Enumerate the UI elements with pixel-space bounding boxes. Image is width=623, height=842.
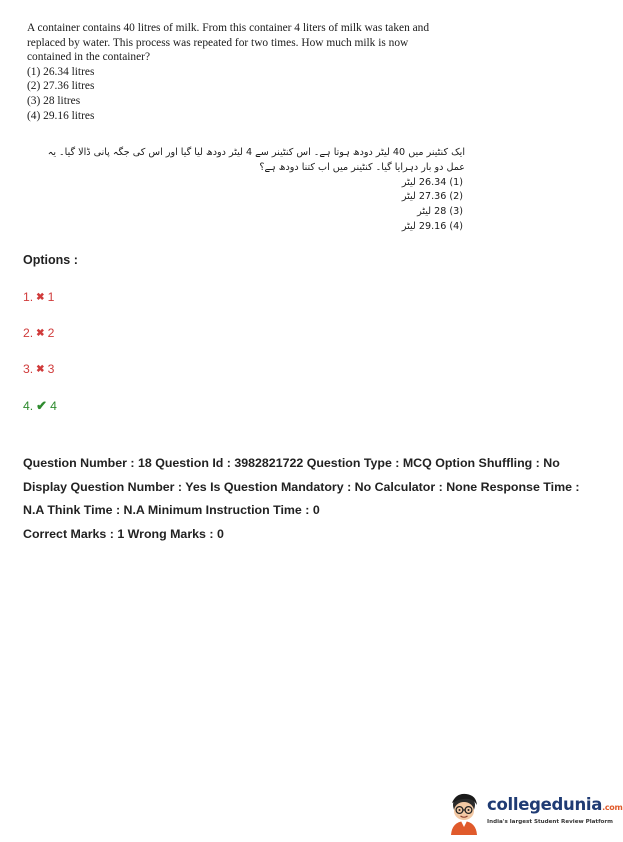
answer-option-1 [23, 290, 54, 304]
option-label: 4 [50, 399, 57, 413]
question-urdu [27, 146, 465, 235]
cross-icon: ✖ [36, 363, 45, 375]
option-number: 1. [23, 290, 34, 304]
marks-info: Correct Marks : 1 Wrong Marks : 0 [23, 527, 224, 541]
logo-domain: .com [602, 803, 623, 812]
answer-option-4 [23, 398, 57, 414]
option-number: 2. [23, 326, 34, 340]
question-option-3: (3) 28 litres [27, 94, 81, 107]
check-icon: ✔ [36, 398, 48, 413]
urdu-option-2: (2) 27.36 لیٹر [401, 191, 463, 203]
collegedunia-logo [444, 791, 623, 837]
logo-name: collegedunia.com [487, 795, 623, 814]
logo-tagline: India's largest Student Review Platform [487, 819, 613, 825]
urdu-option-3: (3) 28 لیٹر [417, 206, 463, 218]
urdu-option-4: (4) 29.16 لیٹر [401, 220, 463, 232]
question-meta: Question Number : 18 Question Id : 3982821722 Question Type : MCQ Option Shuffling : No Display Question Number : Yes Is Question Mandatory : No Calculator : None Response Time : N.A Think Time : N.A Minimum Instruction Time : 0 [23, 456, 580, 517]
answer-option-3 [23, 362, 54, 376]
option-label: 3 [47, 362, 55, 376]
question-english [27, 21, 447, 123]
answer-option-2 [23, 326, 54, 340]
urdu-option-1: (1) 26.34 لیٹر [401, 176, 463, 188]
urdu-question-text: ایک کنٹینر میں 40 لیٹر دودھ ہوتا ہے۔ اس کنٹینر سے 4 لیٹر دودھ لیا گیا اور اس کی جگہ پانی ڈالا گیا۔ یہ عمل دو بار دہرایا گیا۔ کنٹینر میں اب کتنا دودھ ہے؟ [47, 147, 465, 173]
student-mascot-icon [444, 791, 484, 835]
question-text: A container contains 40 litres of milk. From this container 4 liters of milk was taken and replaced by water. This process was repeated for two times. How much milk is now contained in the container? [27, 22, 430, 64]
question-option-1: (1) 26.34 litres [27, 65, 95, 78]
options-heading: Options : [23, 253, 78, 267]
option-label: 1 [47, 290, 55, 304]
cross-icon: ✖ [36, 327, 45, 339]
option-label: 2 [47, 326, 55, 340]
question-option-2: (2) 27.36 litres [27, 80, 95, 93]
cross-icon: ✖ [36, 291, 45, 303]
question-option-4: (4) 29.16 litres [27, 109, 95, 122]
option-number: 3. [23, 362, 34, 376]
option-number: 4. [23, 399, 34, 413]
